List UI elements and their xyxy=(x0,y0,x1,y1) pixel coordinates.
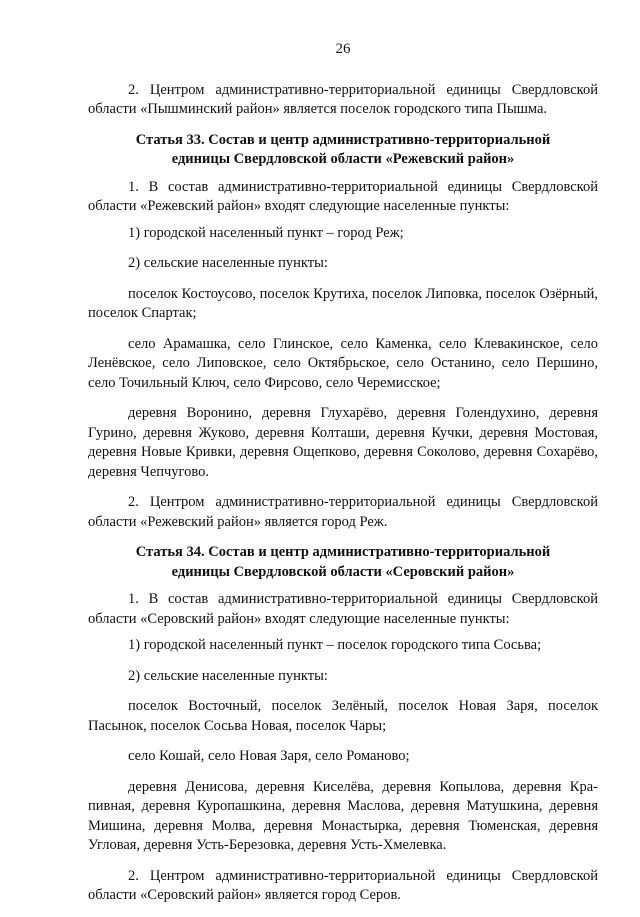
paragraph-serov-settlements: поселок Восточный, поселок Зелёный, поселок Новая Заря, поселок Пасынок, поселок Сосьва Новая, поселок Чары; xyxy=(88,698,598,734)
paragraph-serov-urban: 1) городской населенный пункт – поселок городского типа Сосьва; xyxy=(128,637,542,653)
paragraph-serov-composition: 1. В состав административно-территориальной единицы Свердловской области «Серовский район» входят следующие населенные пункты: xyxy=(88,591,598,627)
paragraph-serov-villages: село Кошай, село Новая Заря, село Романово; xyxy=(128,748,410,764)
paragraph-rezh-rural-heading: 2) сельские населенные пункты: xyxy=(128,255,328,271)
paragraph-rezh-hamlets: деревня Воронино, деревня Глухарёво, деревня Голендухино, деревня Гурино, деревня Жуково, деревня Колташи, деревня Кучки, деревня Мостовая, деревня Новые Кривки, деревня Ощепково, деревня Соколово, деревня Сохарёво, деревня Чепчугово. xyxy=(88,405,598,480)
paragraph-rezh-center: 2. Центром административно-территориальной единицы Свердловской области «Режевский район» является город Реж. xyxy=(88,494,598,530)
paragraph-serov-hamlets: деревня Денисова, деревня Киселёва, деревня Копылова, деревня Крапивная, деревня Куропашкина, деревня Маслова, деревня Матушкина, деревня Мишина, деревня Молва, деревня Монастырка, деревня Тюменская, деревня Угловая, деревня Усть-Березовка, деревня Усть-Хмелевка. xyxy=(88,778,598,853)
paragraph-pyshma-center: 2. Центром административно-территориальной единицы Свердловской области «Пышминский район» является поселок городского типа Пышма. xyxy=(88,81,598,117)
paragraph-rezh-settlements: поселок Костоусово, поселок Крутиха, поселок Липовка, поселок Озёрный, поселок Спартак; xyxy=(88,285,598,321)
article-34-heading: Статья 34. Состав и центр административно-территориальной единицы Свердловской области «Серовский район» xyxy=(135,544,551,580)
document-page xyxy=(88,40,598,917)
paragraph-rezh-villages: село Арамашка, село Глинское, село Каменка, село Клевакинское, село Ленёвское, село Липовское, село Октябрьское, село Останино, село Першино, село Точильный Ключ, село Фирсово, село Черемисское; xyxy=(88,335,598,391)
paragraph-serov-rural-heading: 2) сельские населенные пункты: xyxy=(128,667,328,684)
page-number: 26 xyxy=(335,41,351,57)
paragraph-rezh-urban: 1) городской населенный пункт – город Реж; xyxy=(128,224,404,241)
article-33-heading: Статья 33. Состав и центр административно-территориальной единицы Свердловской области «Режевский район» xyxy=(135,131,551,167)
paragraph-serov-center: 2. Центром административно-территориальной единицы Свердловской области «Серовский район» является город Серов. xyxy=(88,867,598,903)
paragraph-rezh-composition: 1. В состав административно-территориальной единицы Свердловской области «Режевский район» входят следующие населенные пункты: xyxy=(88,178,598,214)
